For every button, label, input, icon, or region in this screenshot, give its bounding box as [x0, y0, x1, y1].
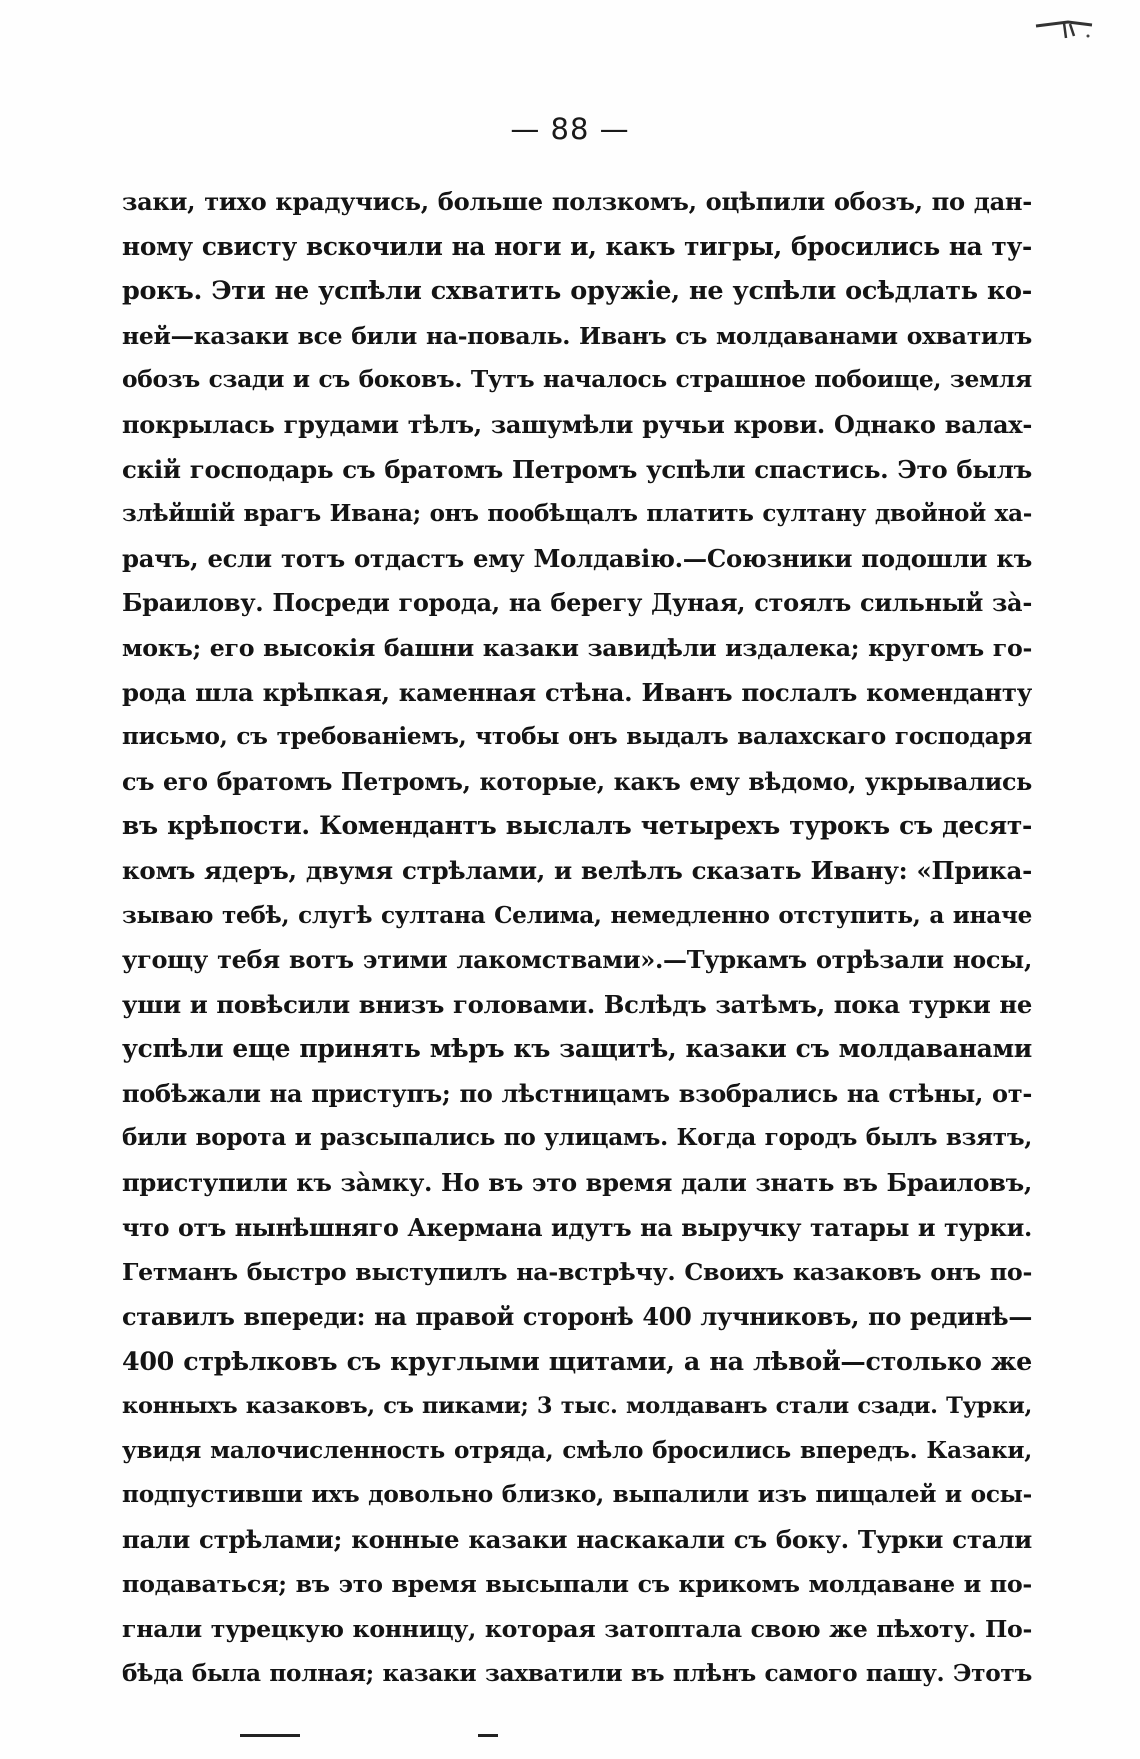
text-line: пали стрѣлами; конные казаки наскакали съ боку. Турки стали	[122, 1524, 1032, 1554]
text-line: что отъ нынѣшняго Акермана идутъ на выручку татары и турки.	[122, 1213, 1032, 1242]
text-line: увидя малочисленность отряда, смѣло бросились впередъ. Казаки,	[122, 1436, 1032, 1464]
text-line: обозъ сзади и съ боковъ. Тутъ началось страшное побоище, земля	[122, 366, 1032, 394]
text-line: побѣжали на приступъ; по лѣстницамъ взобрались на стѣны, от-	[122, 1078, 1032, 1108]
body-text	[122, 180, 1032, 1696]
text-line: ному свисту вскочили на ноги и, какъ тигры, бросились на ту-	[122, 231, 1032, 261]
text-line: покрылась грудами тѣлъ, зашумѣли ручьи крови. Однако валах-	[122, 409, 1032, 439]
text-line: ней—казаки все били на-поваль. Иванъ съ молдаванами охватилъ	[122, 321, 1032, 350]
text-line: мокъ; его высокія башни казаки завидѣли издалека; кругомъ го-	[122, 633, 1032, 662]
text-line: рачъ, если тотъ отдастъ ему Молдавію.—Союзники подошли къ	[122, 543, 1032, 573]
text-line: бѣда была полная; казаки захватили въ плѣнъ самого пашу. Этотъ	[122, 1659, 1032, 1687]
text-line: рокъ. Эти не успѣли схватить оружіе, не успѣли осѣдлать ко-	[122, 276, 1032, 307]
text-line: подаваться; въ это время высыпали съ крикомъ молдаване и по-	[122, 1570, 1032, 1599]
text-line: письмо, съ требованіемъ, чтобы онъ выдалъ валахскаго господаря	[122, 723, 1032, 751]
text-line: заки, тихо крадучись, больше ползкомъ, оцѣпили обозъ, по дан-	[122, 187, 1032, 216]
text-line: скій господарь съ братомъ Петромъ успѣли спастись. Это былъ	[122, 454, 1032, 484]
text-line: приступили къ зàмку. Но въ это время дали знать въ Браиловъ,	[122, 1168, 1032, 1198]
text-line: съ его братомъ Петромъ, которые, какъ ему вѣдомо, укрывались	[122, 767, 1032, 796]
page-number: — 88 —	[510, 112, 630, 146]
text-line: 400 стрѣлковъ съ круглыми щитами, а на лѣвой—столько же	[122, 1346, 1032, 1377]
text-line: рода шла крѣпкая, каменная стѣна. Иванъ послалъ коменданту	[122, 677, 1032, 707]
corner-ink-mark-icon	[1030, 16, 1100, 44]
text-line: гнали турецкую конницу, которая затоптала свою же пѣхоту. По-	[122, 1615, 1032, 1643]
text-line: злѣйшій врагъ Ивана; онъ пообѣщалъ платить султану двойной ха-	[122, 500, 1032, 528]
text-line: зываю тебѣ, слугѣ султана Селима, немедленно отступить, а иначе	[122, 901, 1032, 929]
text-line: успѣли еще принять мѣръ къ защитѣ, казаки съ молдаванами	[122, 1034, 1032, 1064]
text-line: подпустивши ихъ довольно близко, выпалили изъ пищалей и осы-	[122, 1481, 1032, 1509]
footer-rule-right	[478, 1734, 498, 1737]
text-line: Браилову. Посреди города, на берегу Дуная, стоялъ сильный зà-	[122, 588, 1032, 618]
text-line: въ крѣпости. Комендантъ выслалъ четырехъ турокъ съ десят-	[122, 811, 1032, 841]
text-line: ставилъ впереди: на правой сторонѣ 400 лучниковъ, по рединѣ—	[122, 1301, 1032, 1331]
text-line: комъ ядеръ, двумя стрѣлами, и велѣлъ сказать Ивану: «Прика-	[122, 855, 1032, 885]
text-line: конныхъ казаковъ, съ пиками; 3 тыс. молдаванъ стали сзади. Турки,	[122, 1393, 1032, 1420]
footer-rule-left	[240, 1734, 300, 1737]
text-line: уши и повѣсили внизъ головами. Вслѣдъ затѣмъ, пока турки не	[122, 989, 1032, 1019]
text-line: Гетманъ быстро выступилъ на-встрѣчу. Своихъ казаковъ онъ по-	[122, 1258, 1032, 1287]
text-line: били ворота и разсыпались по улицамъ. Когда городъ былъ взятъ,	[122, 1124, 1032, 1152]
text-line: угощу тебя вотъ этими лакомствами».—Туркамъ отрѣзали носы,	[122, 945, 1032, 975]
